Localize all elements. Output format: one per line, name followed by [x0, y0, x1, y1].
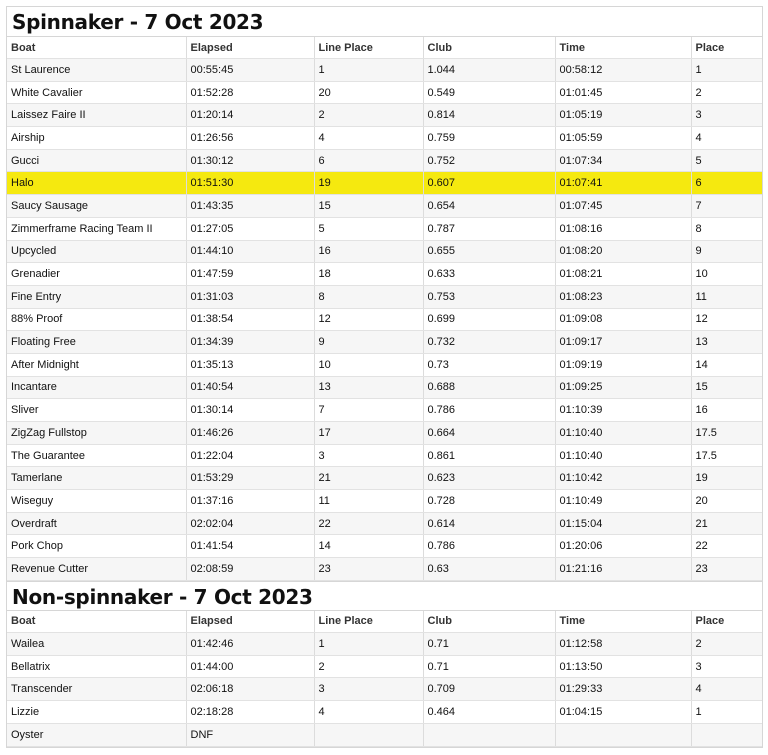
table-row	[7, 285, 762, 308]
cell-elapsed: 01:44:00	[186, 655, 314, 678]
cell-place	[691, 724, 762, 747]
column-header-place: Place	[691, 37, 762, 59]
cell-elapsed: DNF	[186, 724, 314, 747]
table-row	[7, 655, 762, 678]
cell-club: 0.607	[423, 172, 555, 195]
cell-time: 01:09:25	[555, 376, 691, 399]
cell-boat: Pork Chop	[7, 535, 186, 558]
cell-place: 6	[691, 172, 762, 195]
cell-time: 01:05:19	[555, 104, 691, 127]
cell-elapsed: 02:06:18	[186, 678, 314, 701]
cell-elapsed: 01:31:03	[186, 285, 314, 308]
cell-line-place: 22	[314, 512, 423, 535]
cell-elapsed: 01:40:54	[186, 376, 314, 399]
cell-line-place: 19	[314, 172, 423, 195]
cell-elapsed: 01:35:13	[186, 353, 314, 376]
cell-boat: The Guarantee	[7, 444, 186, 467]
cell-line-place: 13	[314, 376, 423, 399]
table-row	[7, 195, 762, 218]
cell-boat: Bellatrix	[7, 655, 186, 678]
cell-boat: Fine Entry	[7, 285, 186, 308]
cell-line-place: 2	[314, 655, 423, 678]
cell-place: 22	[691, 535, 762, 558]
cell-elapsed: 01:53:29	[186, 467, 314, 490]
cell-place: 23	[691, 558, 762, 581]
cell-boat: ZigZag Fullstop	[7, 422, 186, 445]
cell-line-place: 17	[314, 422, 423, 445]
cell-club: 0.814	[423, 104, 555, 127]
cell-line-place: 1	[314, 59, 423, 82]
cell-club: 0.753	[423, 285, 555, 308]
cell-time: 01:13:50	[555, 655, 691, 678]
cell-place: 9	[691, 240, 762, 263]
cell-elapsed: 01:38:54	[186, 308, 314, 331]
cell-place: 10	[691, 263, 762, 286]
cell-place: 20	[691, 490, 762, 513]
cell-elapsed: 02:02:04	[186, 512, 314, 535]
cell-place: 2	[691, 632, 762, 655]
cell-club: 0.633	[423, 263, 555, 286]
cell-time: 01:09:17	[555, 331, 691, 354]
cell-elapsed: 01:27:05	[186, 217, 314, 240]
cell-place: 21	[691, 512, 762, 535]
table-row	[7, 422, 762, 445]
cell-elapsed: 01:20:14	[186, 104, 314, 127]
cell-elapsed: 02:18:28	[186, 701, 314, 724]
table-row	[7, 81, 762, 104]
cell-time: 01:08:16	[555, 217, 691, 240]
cell-time: 01:07:41	[555, 172, 691, 195]
cell-boat: Gucci	[7, 149, 186, 172]
cell-place: 5	[691, 149, 762, 172]
cell-line-place: 6	[314, 149, 423, 172]
cell-time: 01:21:16	[555, 558, 691, 581]
cell-line-place: 1	[314, 632, 423, 655]
cell-club: 0.464	[423, 701, 555, 724]
cell-boat: Sliver	[7, 399, 186, 422]
cell-time: 00:58:12	[555, 59, 691, 82]
cell-elapsed: 01:41:54	[186, 535, 314, 558]
cell-place: 11	[691, 285, 762, 308]
cell-time: 01:10:40	[555, 444, 691, 467]
cell-club: 0.786	[423, 535, 555, 558]
cell-elapsed: 01:30:12	[186, 149, 314, 172]
cell-club: 0.614	[423, 512, 555, 535]
cell-line-place: 5	[314, 217, 423, 240]
cell-time: 01:10:39	[555, 399, 691, 422]
cell-club: 0.73	[423, 353, 555, 376]
cell-place: 4	[691, 678, 762, 701]
cell-boat: Lizzie	[7, 701, 186, 724]
cell-time: 01:10:42	[555, 467, 691, 490]
cell-time: 01:09:19	[555, 353, 691, 376]
table-row	[7, 632, 762, 655]
cell-line-place: 11	[314, 490, 423, 513]
cell-place: 17.5	[691, 444, 762, 467]
cell-boat: Transcender	[7, 678, 186, 701]
cell-time: 01:04:15	[555, 701, 691, 724]
cell-club: 0.63	[423, 558, 555, 581]
cell-time: 01:10:40	[555, 422, 691, 445]
cell-time: 01:07:34	[555, 149, 691, 172]
cell-club: 0.759	[423, 127, 555, 150]
header-row	[7, 37, 762, 59]
cell-line-place: 16	[314, 240, 423, 263]
table-row	[7, 308, 762, 331]
cell-boat: After Midnight	[7, 353, 186, 376]
header-row	[7, 611, 762, 633]
cell-club: 0.655	[423, 240, 555, 263]
cell-time: 01:08:20	[555, 240, 691, 263]
cell-line-place: 12	[314, 308, 423, 331]
cell-place: 8	[691, 217, 762, 240]
cell-time	[555, 724, 691, 747]
cell-elapsed: 01:44:10	[186, 240, 314, 263]
table-row	[7, 444, 762, 467]
cell-place: 1	[691, 701, 762, 724]
cell-boat: Upcycled	[7, 240, 186, 263]
cell-club: 0.654	[423, 195, 555, 218]
cell-line-place: 21	[314, 467, 423, 490]
cell-elapsed: 01:42:46	[186, 632, 314, 655]
cell-boat: Laissez Faire II	[7, 104, 186, 127]
cell-place: 13	[691, 331, 762, 354]
cell-boat: Halo	[7, 172, 186, 195]
cell-time: 01:05:59	[555, 127, 691, 150]
cell-time: 01:15:04	[555, 512, 691, 535]
cell-club: 0.752	[423, 149, 555, 172]
table-row	[7, 535, 762, 558]
cell-boat: St Laurence	[7, 59, 186, 82]
cell-club: 0.786	[423, 399, 555, 422]
table-row	[7, 376, 762, 399]
cell-place: 19	[691, 467, 762, 490]
cell-boat: Incantare	[7, 376, 186, 399]
table-row	[7, 127, 762, 150]
column-header-time: Time	[555, 611, 691, 633]
cell-line-place: 3	[314, 444, 423, 467]
cell-line-place: 20	[314, 81, 423, 104]
column-header-boat: Boat	[7, 611, 186, 633]
table-row	[7, 331, 762, 354]
cell-time: 01:09:08	[555, 308, 691, 331]
table-row	[7, 263, 762, 286]
cell-time: 01:29:33	[555, 678, 691, 701]
cell-place: 15	[691, 376, 762, 399]
cell-boat: White Cavalier	[7, 81, 186, 104]
column-header-boat: Boat	[7, 37, 186, 59]
cell-place: 4	[691, 127, 762, 150]
table-row	[7, 490, 762, 513]
cell-place: 1	[691, 59, 762, 82]
cell-boat: Airship	[7, 127, 186, 150]
cell-elapsed: 01:30:14	[186, 399, 314, 422]
cell-club: 0.71	[423, 655, 555, 678]
cell-place: 7	[691, 195, 762, 218]
cell-line-place: 4	[314, 127, 423, 150]
cell-line-place: 8	[314, 285, 423, 308]
table-row	[7, 701, 762, 724]
cell-time: 01:20:06	[555, 535, 691, 558]
cell-place: 3	[691, 655, 762, 678]
cell-boat: Overdraft	[7, 512, 186, 535]
table-row	[7, 678, 762, 701]
cell-time: 01:10:49	[555, 490, 691, 513]
cell-club	[423, 724, 555, 747]
cell-club: 0.549	[423, 81, 555, 104]
cell-club: 0.861	[423, 444, 555, 467]
column-header-club: Club	[423, 611, 555, 633]
cell-time: 01:08:23	[555, 285, 691, 308]
cell-place: 14	[691, 353, 762, 376]
column-header-elapsed: Elapsed	[186, 37, 314, 59]
results-panel	[6, 6, 763, 748]
cell-elapsed: 01:52:28	[186, 81, 314, 104]
cell-club: 0.623	[423, 467, 555, 490]
cell-club: 0.688	[423, 376, 555, 399]
cell-time: 01:12:58	[555, 632, 691, 655]
section-title-spinnaker: Spinnaker - 7 Oct 2023	[7, 7, 762, 37]
cell-place: 12	[691, 308, 762, 331]
table-row	[7, 59, 762, 82]
column-header-time: Time	[555, 37, 691, 59]
table-row	[7, 467, 762, 490]
cell-place: 2	[691, 81, 762, 104]
cell-boat: 88% Proof	[7, 308, 186, 331]
table-row	[7, 558, 762, 581]
results-table-non-spinnaker	[7, 611, 762, 747]
cell-boat: Wiseguy	[7, 490, 186, 513]
cell-time: 01:08:21	[555, 263, 691, 286]
cell-elapsed: 01:37:16	[186, 490, 314, 513]
cell-boat: Saucy Sausage	[7, 195, 186, 218]
cell-club: 0.787	[423, 217, 555, 240]
cell-elapsed: 01:26:56	[186, 127, 314, 150]
cell-club: 0.728	[423, 490, 555, 513]
cell-place: 17.5	[691, 422, 762, 445]
cell-boat: Zimmerframe Racing Team II	[7, 217, 186, 240]
table-row	[7, 104, 762, 127]
cell-club: 0.709	[423, 678, 555, 701]
cell-place: 16	[691, 399, 762, 422]
cell-time: 01:07:45	[555, 195, 691, 218]
cell-line-place: 18	[314, 263, 423, 286]
section-title-non-spinnaker: Non-spinnaker - 7 Oct 2023	[7, 581, 762, 611]
column-header-line-place: Line Place	[314, 37, 423, 59]
cell-elapsed: 00:55:45	[186, 59, 314, 82]
cell-club: 0.71	[423, 632, 555, 655]
cell-boat: Floating Free	[7, 331, 186, 354]
cell-line-place: 9	[314, 331, 423, 354]
cell-boat: Revenue Cutter	[7, 558, 186, 581]
cell-elapsed: 01:51:30	[186, 172, 314, 195]
cell-elapsed: 02:08:59	[186, 558, 314, 581]
results-table-spinnaker	[7, 37, 762, 581]
cell-line-place: 10	[314, 353, 423, 376]
table-row	[7, 353, 762, 376]
cell-elapsed: 01:43:35	[186, 195, 314, 218]
table-row	[7, 512, 762, 535]
cell-boat: Grenadier	[7, 263, 186, 286]
cell-line-place: 14	[314, 535, 423, 558]
column-header-place: Place	[691, 611, 762, 633]
cell-line-place: 7	[314, 399, 423, 422]
table-row	[7, 149, 762, 172]
column-header-club: Club	[423, 37, 555, 59]
cell-elapsed: 01:34:39	[186, 331, 314, 354]
cell-elapsed: 01:22:04	[186, 444, 314, 467]
cell-line-place: 3	[314, 678, 423, 701]
cell-line-place: 2	[314, 104, 423, 127]
cell-elapsed: 01:46:26	[186, 422, 314, 445]
cell-boat: Oyster	[7, 724, 186, 747]
cell-line-place: 4	[314, 701, 423, 724]
cell-elapsed: 01:47:59	[186, 263, 314, 286]
cell-line-place: 15	[314, 195, 423, 218]
cell-club: 1.044	[423, 59, 555, 82]
table-row	[7, 217, 762, 240]
cell-place: 3	[691, 104, 762, 127]
cell-boat: Tamerlane	[7, 467, 186, 490]
column-header-line-place: Line Place	[314, 611, 423, 633]
cell-club: 0.699	[423, 308, 555, 331]
cell-line-place	[314, 724, 423, 747]
table-row	[7, 399, 762, 422]
table-row	[7, 172, 762, 195]
cell-boat: Wailea	[7, 632, 186, 655]
cell-club: 0.732	[423, 331, 555, 354]
column-header-elapsed: Elapsed	[186, 611, 314, 633]
cell-time: 01:01:45	[555, 81, 691, 104]
table-row	[7, 240, 762, 263]
cell-club: 0.664	[423, 422, 555, 445]
cell-line-place: 23	[314, 558, 423, 581]
table-row	[7, 724, 762, 747]
